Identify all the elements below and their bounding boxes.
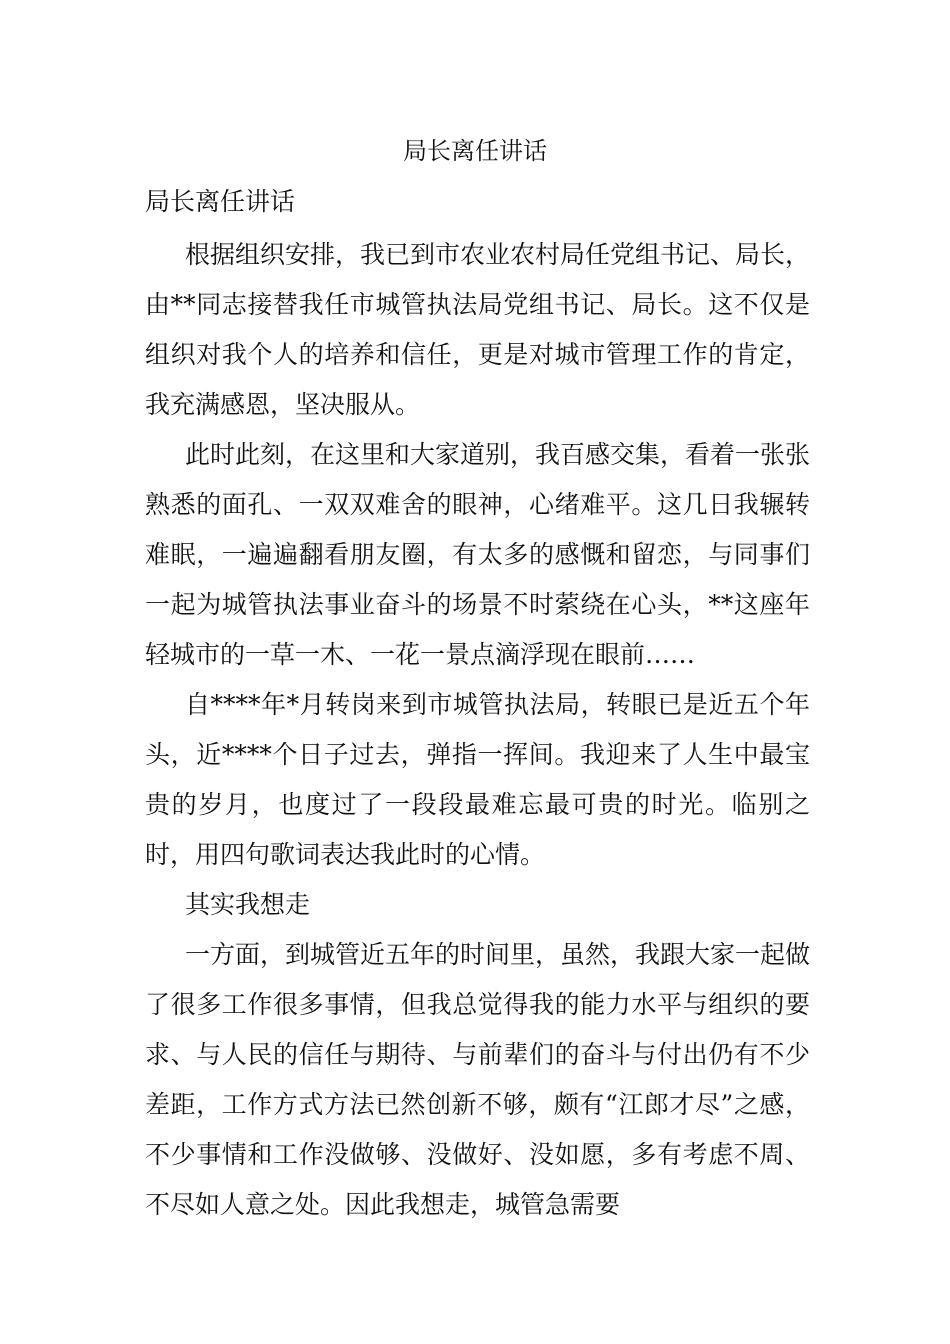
document-title: 局长离任讲话 [403,137,547,165]
paragraph-five-years: 自****年*月转岗来到市城管执法局，转眼已是近五个年头，近****个日子过去，弹指一挥间。我迎来了人生中最宝贵的岁月，也度过了一段段最难忘最可贵的时光。临别之时，用四句歌词表达我此时的心情。 [145,690,810,869]
paragraph-farewell: 此时此刻，在这里和大家道别，我百感交集，看着一张张熟悉的面孔、一双双难舍的眼神，心绪难平。这几日我辗转难眠，一遍遍翻看朋友圈，有太多的感慨和留恋，与同事们一起为城管执法事业奋斗的场景不时萦绕在心头，**这座年轻城市的一草一木、一花一景点滴浮现在眼前…… [145,440,811,669]
document-body [145,182,810,1230]
paragraph-one-side: 一方面，到城管近五年的时间里，虽然，我跟大家一起做了很多工作很多事情，但我总觉得我的能力水平与组织的要求、与人民的信任与期待、与前辈们的奋斗与付出仍有不少差距，工作方式方法已然创新不够，颇有“江郎才尽”之感，不少事情和工作没做够、没做好、没如愿，多有考虑不周、不尽如人意之处。因此我想走，城管急需要 [145,940,811,1219]
section-heading-want-to-leave: 其实我想走 [185,890,311,919]
document-subtitle: 局长离任讲话 [145,187,296,216]
paragraph-organization-arrangement: 根据组织安排，我已到市农业农村局任党组书记、局长，由**同志接替我任市城管执法局党组书记、局长。这不仅是组织对我个人的培养和信任，更是对城市管理工作的肯定，我充满感恩，坚决服从。 [145,240,811,419]
